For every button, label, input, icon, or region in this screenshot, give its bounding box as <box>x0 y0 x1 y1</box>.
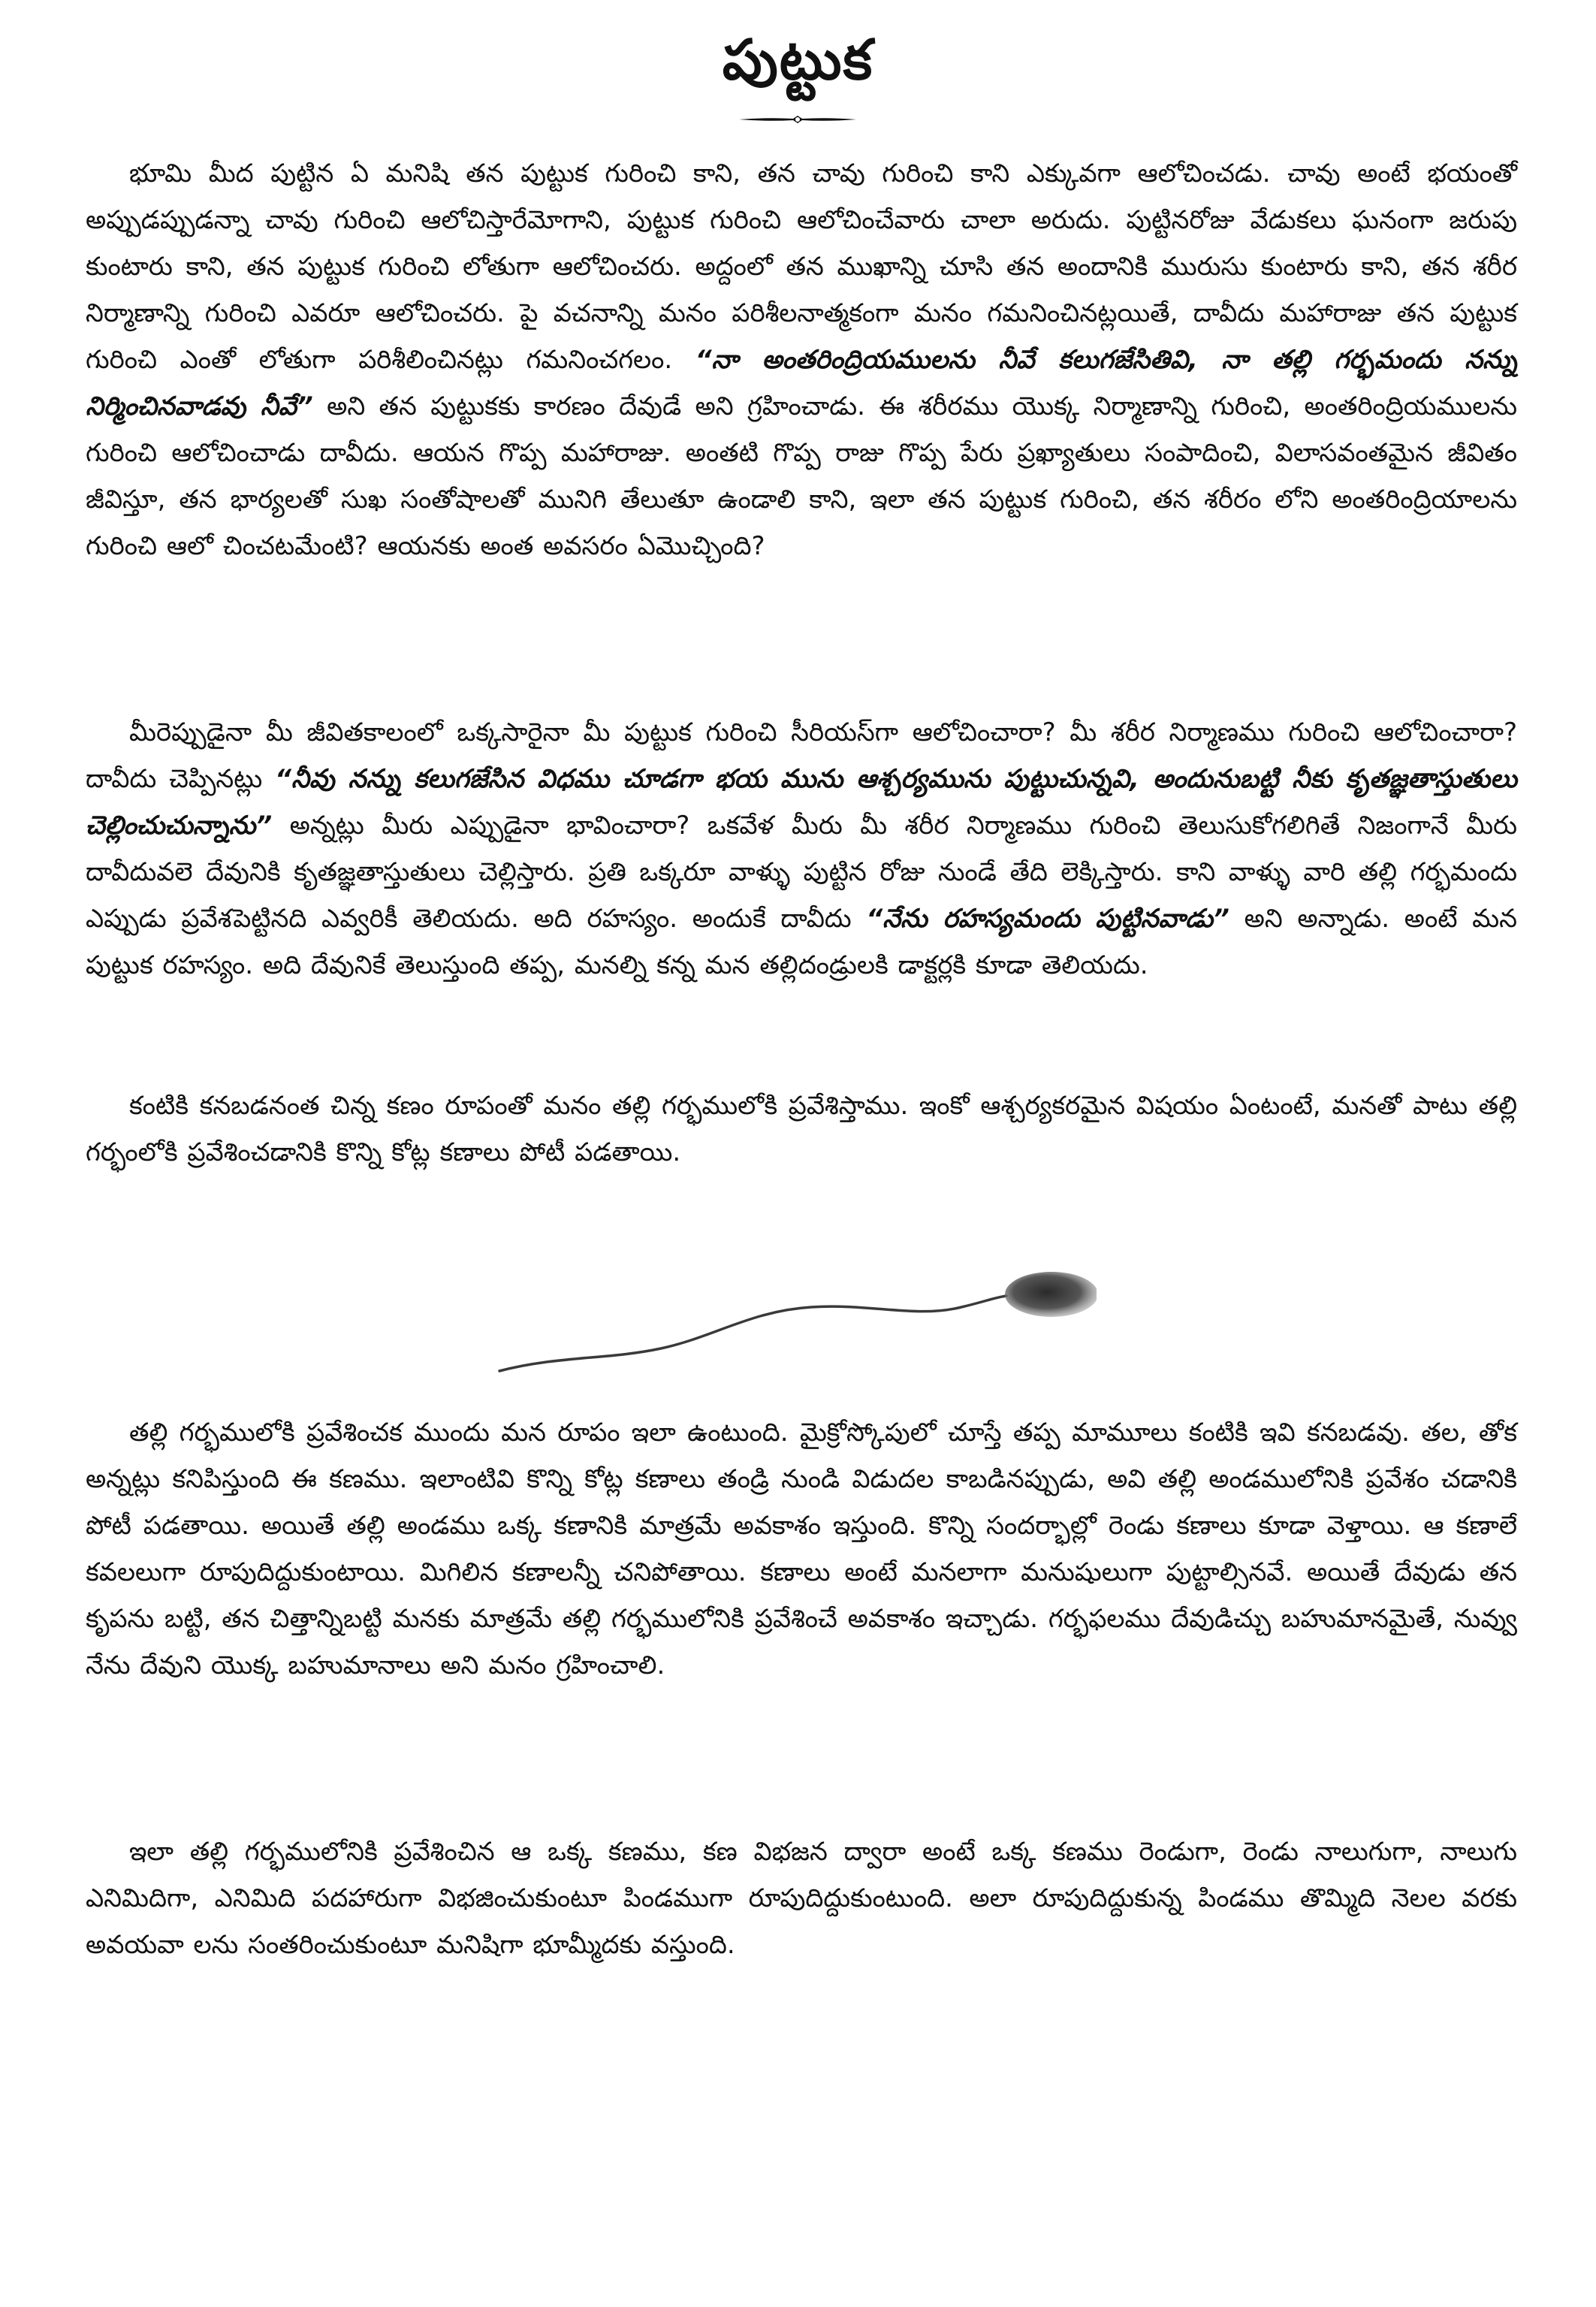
paragraph-2-text-a: మీరెప్పుడైనా మీ జీవితకాలంలో ఒక్కసారైనా మీ పుట్టుక గురించి సీరియస్‌గా ఆలోచించారా? మీ శరీర నిర్మాణము గురించి ఆలోచించారా? దావీదు చెప్పినట్లు <box>86 717 1517 794</box>
paragraph-5: ఇలా తల్లి గర్భములోనికి ప్రవేశించిన ఆ ఒక్క కణము, కణ విభజన ద్వారా అంటే ఒక్క కణము రెండుగా, రెండు నాలుగుగా, నాలుగు ఎనిమిదిగా, ఎనిమిది పదహారుగా విభజించుకుంటూ పిండముగా రూపుదిద్దుకుంటుంది. అలా రూపుదిద్దుకున్న పిండము తొమ్మిది నెలల వరకు అవయవా లను సంతరించుకుంటూ మనిషిగా భూమ్మీదకు వస్తుంది. <box>86 1837 1517 1960</box>
psalm-quote-1: “నా అంతరింద్రియములను నీవే కలుగజేసితివి, నా తల్లి గర్భమందు నన్ను నిర్మించినవాడవు నీవే” <box>86 345 1517 421</box>
paragraph-1-text-a: భూమి మీద పుట్టిన ఏ మనిషి తన పుట్టుక గురించి కాని, తన చావు గురించి కాని ఎక్కువగా ఆలోచించడు. చావు అంటే భయంతో అప్పుడప్పుడన్నా చావు గురించి ఆలోచిస్తారేమోగాని, పుట్టుక గురించి ఆలోచించేవారు చాలా అరుదు. పుట్టినరోజు వేడుకలు ఘనంగా జరుపు కుంటారు కాని, తన పుట్టుక గురించి లోతుగా ఆలోచించరు. అద్దంలో తన ముఖాన్ని చూసి తన అందానికి మురుసు కుంటారు కాని, తన శరీర నిర్మాణాన్ని గురించి ఎవరూ ఆలోచించరు. పై వచనాన్ని మనం పరిశీలనాత్మకంగా మనం గమనించినట్లయితే, దావీదు మహారాజు తన పుట్టుక గురించి ఎంతో లోతుగా పరిశీలించినట్లు గమనించగలం. <box>86 159 1517 375</box>
sperm-cell-illustration <box>496 1266 1097 1378</box>
page-title: పుట్టుక <box>722 28 874 92</box>
paragraph-2 <box>86 709 1517 989</box>
psalm-quote-3: “నేను రహస్యమందు పుట్టినవాడు” <box>866 904 1229 934</box>
psalm-quote-2: “నీవు నన్ను కలుగజేసిన విధము చూడగా భయ మును ఆశ్చర్యమును పుట్టుచున్నవి, అందునుబట్టి నీకు కృతజ్ఞతాస్తుతులు చెల్లించుచున్నాను” <box>86 764 1517 841</box>
paragraph-3: కంటికి కనబడనంత చిన్న కణం రూపంతో మనం తల్లి గర్భములోకి ప్రవేశిస్తాము. ఇంకో ఆశ్చర్యకరమైన విషయం ఏంటంటే, మనతో పాటు తల్లి గర్భంలోకి ప్రవేశించడానికి కొన్ని కోట్ల కణాలు పోటీ పడతాయి. <box>86 1091 1517 1167</box>
paragraph-1-text-b: అని తన పుట్టుకకు కారణం దేవుడే అని గ్రహించాడు. ఈ శరీరము యొక్క నిర్మాణాన్ని గురించి, అంతరింద్రియములను గురించి ఆలోచించాడు దావీదు. ఆయన గొప్ప మహారాజు. అంతటి గొప్ప రాజు గొప్ప పేరు ప్రఖ్యాతులు సంపాదించి, విలాసవంతమైన జీవితం జీవిస్తూ, తన భార్యలతో సుఖ సంతోషాలతో మునిగి తేలుతూ ఉండాలి కాని, ఇలా తన పుట్టుక గురించి, తన శరీరం లోని అంతరింద్రియాలను గురించి ఆలో చించటమేంటి? ఆయనకు అంత అవసరం ఏమొచ్చింది? <box>86 391 1517 561</box>
paragraph-2-text-c: అని అన్నాడు. అంటే మన పుట్టుక రహస్యం. అది దేవునికే తెలుస్తుంది తప్ప, మనల్ని కన్న మన తల్లిదండ్రులకి డాక్టర్లకి కూడా తెలియదు. <box>86 904 1517 980</box>
title-divider-ornament <box>738 111 858 128</box>
paragraph-4: తల్లి గర్భములోకి ప్రవేశించక ముందు మన రూపం ఇలా ఉంటుంది. మైక్రోస్కోపులో చూస్తే తప్ప మామూలు కంటికి ఇవి కనబడవు. తల, తోక అన్నట్లు కనిపిస్తుంది ఈ కణము. ఇలాంటివి కొన్ని కోట్ల కణాలు తండ్రి నుండి విడుదల కాబడినప్పుడు, అవి తల్లి అండములోనికి ప్రవేశం చడానికి పోటీ పడతాయి. అయితే తల్లి అండము ఒక్క కణానికి మాత్రమే అవకాశం ఇస్తుంది. కొన్ని సందర్భాల్లో రెండు కణాలు కూడా వెళ్తాయి. ఆ కణాలే కవలలుగా రూపుదిద్దుకుంటాయి. మిగిలిన కణాలన్నీ చనిపోతాయి. కణాలు అంటే మనలాగా మనుషులుగా పుట్టాల్సినవే. అయితే దేవుడు తన కృపను బట్టి, తన చిత్తాన్నిబట్టి మనకు మాత్రమే తల్లి గర్భములోనికి ప్రవేశించే అవకాశం ఇచ్చాడు. గర్భఫలము దేవుడిచ్చు బహుమానమైతే, నువ్వు నేను దేవుని యొక్క బహుమానాలు అని మనం గ్రహించాలి. <box>86 1418 1517 1680</box>
paragraph-1 <box>86 150 1517 569</box>
paragraph-2-text-b: అన్నట్లు మీరు ఎప్పుడైనా భావించారా? ఒకవేళ మీరు మీ శరీర నిర్మాణము గురించి తెలుసుకోగలిగితే నిజంగానే మీరు దావీదువలె దేవునికి కృతజ్ఞతాస్తుతులు చెల్లిస్తారు. ప్రతి ఒక్కరూ వాళ్ళు పుట్టిన రోజు నుండే తేది లెక్కిస్తారు. కాని వాళ్ళు వారి తల్లి గర్భమందు ఎప్పుడు ప్రవేశపెట్టినది ఎవ్వరికీ తెలియదు. అది రహస్యం. అందుకే దావీదు <box>86 811 1517 934</box>
